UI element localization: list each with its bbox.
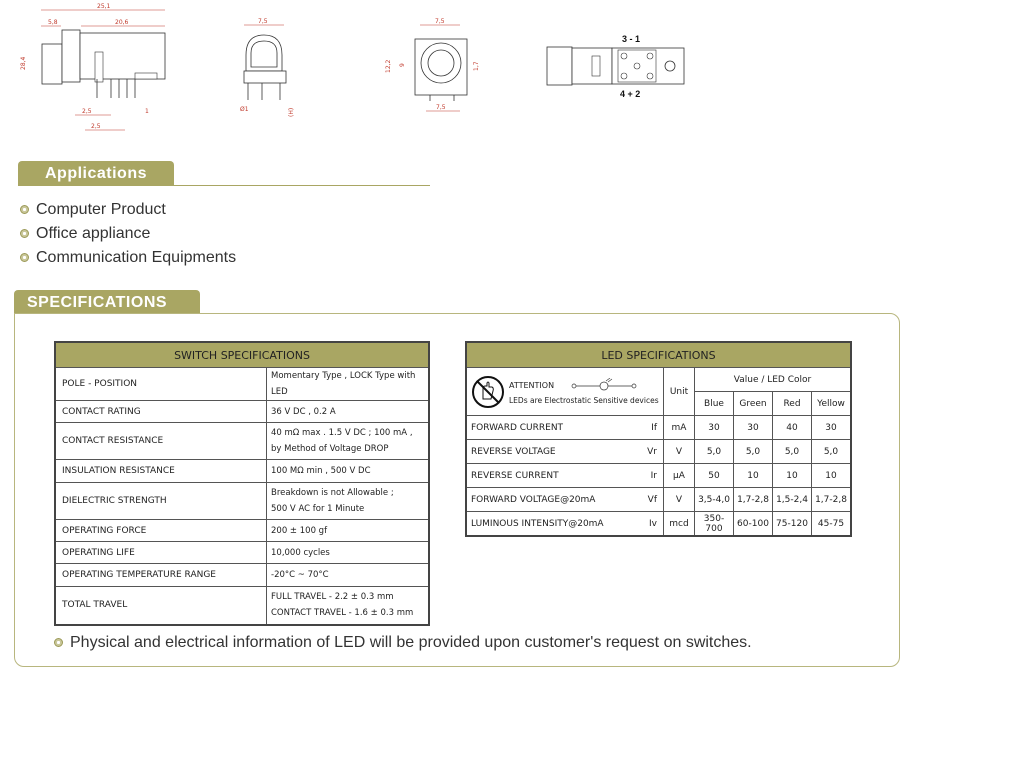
specifications-header: SPECIFICATIONS xyxy=(14,290,200,314)
table-row: CONTACT RATING 36 V DC , 0.2 A xyxy=(55,401,429,423)
table-row: DIELECTRIC STRENGTH Breakdown is not Allowable ; 500 V AC for 1 Minute xyxy=(55,483,429,520)
bullet-icon xyxy=(20,253,29,262)
svg-text:2,5: 2,5 xyxy=(91,123,101,130)
list-item: Computer Product xyxy=(20,200,236,224)
table-header-row xyxy=(466,368,851,392)
svg-text:20,6: 20,6 xyxy=(115,19,129,26)
svg-text:5,8: 5,8 xyxy=(48,19,58,26)
applications-divider xyxy=(18,185,430,186)
table-row: LUMINOUS INTENSITY@20mA Iv mcd 350-700 60-100 75-120 45-75 xyxy=(466,512,851,537)
svg-text:28,4: 28,4 xyxy=(20,56,27,70)
front-view-drawing xyxy=(238,15,298,125)
table-title: LED SPECIFICATIONS xyxy=(466,342,851,368)
table-header-row: Blue Green Red Yellow xyxy=(466,392,851,416)
side-view-drawing xyxy=(15,0,185,135)
applications-list xyxy=(20,200,236,272)
led-specifications-table xyxy=(465,341,852,537)
svg-text:25,1: 25,1 xyxy=(97,3,111,10)
table-row: OPERATING FORCE 200 ± 100 gf xyxy=(55,520,429,542)
bullet-icon xyxy=(20,229,29,238)
svg-text:4 + 2: 4 + 2 xyxy=(620,89,641,99)
svg-text:7,5: 7,5 xyxy=(435,18,445,25)
table-title: SWITCH SPECIFICATIONS xyxy=(55,342,429,368)
svg-text:9: 9 xyxy=(399,63,406,67)
switch-specifications-table xyxy=(54,341,430,626)
table-row: TOTAL TRAVEL FULL TRAVEL - 2.2 ± 0.3 mm CONTACT TRAVEL - 1.6 ± 0.3 mm xyxy=(55,587,429,625)
svg-text:Ø1: Ø1 xyxy=(240,106,249,113)
pin-layout-drawing xyxy=(540,30,700,105)
applications-header: Applications xyxy=(18,161,174,185)
svg-text:1,7: 1,7 xyxy=(473,61,480,71)
list-item: Office appliance xyxy=(20,224,236,248)
svg-text:2,5: 2,5 xyxy=(82,108,92,115)
unit-header: Unit xyxy=(664,368,695,416)
table-row: FORWARD CURRENT If mA 30 30 40 30 xyxy=(466,416,851,440)
svg-text:(H): (H) xyxy=(288,107,295,117)
table-row: CONTACT RESISTANCE 40 mΩ max . 1.5 V DC ; 100 mA , by Method of Voltage DROP xyxy=(55,423,429,460)
svg-text:7,5: 7,5 xyxy=(436,104,446,111)
svg-text:12,2: 12,2 xyxy=(385,59,392,73)
bullet-icon xyxy=(54,638,63,647)
table-row: INSULATION RESISTANCE 100 MΩ min , 500 V DC xyxy=(55,460,429,483)
value-header: Value / LED Color xyxy=(695,368,852,392)
esd-warning-icon xyxy=(471,375,505,409)
table-row: FORWARD VOLTAGE@20mA Vf V 3,5-4,0 1,7-2,8 1,5-2,4 1,7-2,8 xyxy=(466,488,851,512)
table-row: POLE - POSITION Momentary Type , LOCK Type with LED xyxy=(55,368,429,401)
svg-text:7,5: 7,5 xyxy=(258,18,268,25)
svg-text:1: 1 xyxy=(145,108,149,115)
round-view-drawing xyxy=(380,15,490,120)
attention-cell: ATTENTION LEDs are Electrostatic Sensitive devices xyxy=(466,368,664,416)
table-row: OPERATING TEMPERATURE RANGE -20°C ~ 70°C xyxy=(55,564,429,587)
svg-text:3 - 1: 3 - 1 xyxy=(622,34,641,44)
list-item: Communication Equipments xyxy=(20,248,236,272)
table-row: REVERSE CURRENT Ir μA 50 10 10 10 xyxy=(466,464,851,488)
bullet-icon xyxy=(20,205,29,214)
led-info-note: Physical and electrical information of LED will be provided upon customer's request on switches. xyxy=(54,634,752,652)
table-row: OPERATING LIFE 10,000 cycles xyxy=(55,542,429,564)
table-row: REVERSE VOLTAGE Vr V 5,0 5,0 5,0 5,0 xyxy=(466,440,851,464)
led-symbol-icon xyxy=(564,378,644,392)
